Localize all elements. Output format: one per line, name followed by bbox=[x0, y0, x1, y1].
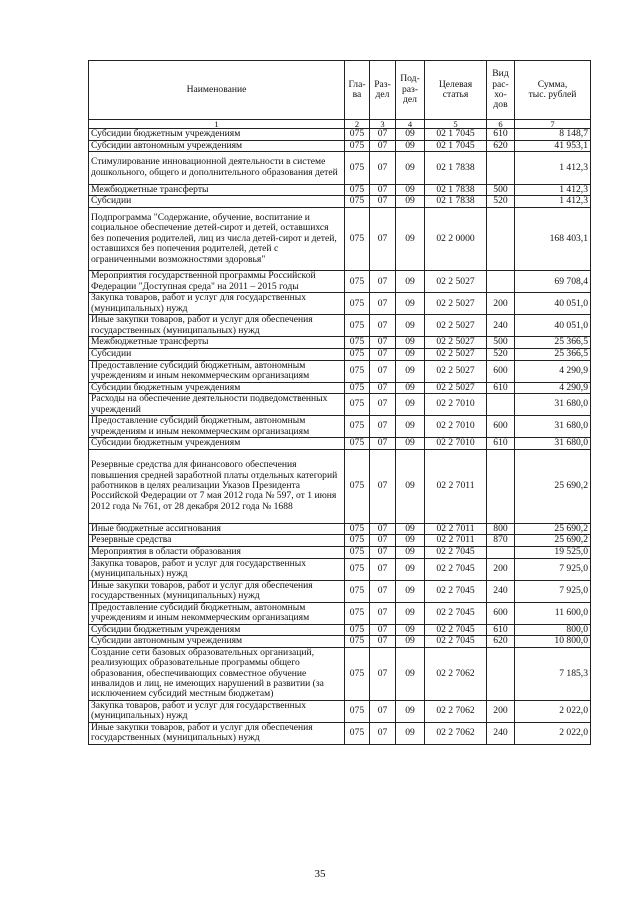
cell-podrazdel: 09 bbox=[396, 558, 425, 580]
cell-vid: 610 bbox=[487, 129, 515, 141]
cell-target: 02 2 5027 bbox=[425, 271, 487, 293]
cell-target: 02 2 5027 bbox=[425, 360, 487, 382]
cell-target: 02 2 7045 bbox=[425, 636, 487, 648]
cell-name: Закупка товаров, работ и услуг для государственных (муниципальных) нужд bbox=[89, 293, 345, 315]
cell-podrazdel: 09 bbox=[396, 315, 425, 337]
table-row bbox=[89, 647, 591, 700]
cell-razdel: 07 bbox=[370, 293, 396, 315]
cell-razdel: 07 bbox=[370, 535, 396, 547]
cell-sum: 25 690,2 bbox=[515, 523, 591, 535]
cell-razdel: 07 bbox=[370, 700, 396, 722]
table-row bbox=[89, 196, 591, 208]
cell-sum: 11 600,0 bbox=[515, 602, 591, 624]
cell-vid: 240 bbox=[487, 722, 515, 744]
cell-razdel: 07 bbox=[370, 360, 396, 382]
cell-glava: 075 bbox=[345, 636, 370, 648]
cell-razdel: 07 bbox=[370, 271, 396, 293]
cell-glava: 075 bbox=[345, 449, 370, 523]
cell-vid: 610 bbox=[487, 438, 515, 450]
cell-podrazdel: 09 bbox=[396, 129, 425, 141]
cell-vid: 870 bbox=[487, 535, 515, 547]
cell-glava: 075 bbox=[345, 207, 370, 271]
cell-target: 02 2 5027 bbox=[425, 382, 487, 394]
cell-name: Иные закупки товаров, работ и услуг для обеспечения государственных (муниципальных) нужд bbox=[89, 580, 345, 602]
cell-vid: 200 bbox=[487, 700, 515, 722]
cell-glava: 075 bbox=[345, 196, 370, 208]
cell-sum: 25 366,5 bbox=[515, 337, 591, 349]
cell-sum: 31 680,0 bbox=[515, 416, 591, 438]
cell-sum: 4 290,9 bbox=[515, 360, 591, 382]
cell-sum: 69 708,4 bbox=[515, 271, 591, 293]
cell-name: Субсидии автономным учреждениям bbox=[89, 140, 345, 152]
cell-razdel: 07 bbox=[370, 438, 396, 450]
cell-glava: 075 bbox=[345, 523, 370, 535]
cell-target: 02 1 7838 bbox=[425, 184, 487, 196]
cell-vid: 200 bbox=[487, 293, 515, 315]
cell-name: Предоставление субсидий бюджетным, автономным учреждениям и иным некоммерческим организациям bbox=[89, 602, 345, 624]
cell-glava: 075 bbox=[345, 558, 370, 580]
cell-name: Субсидии bbox=[89, 348, 345, 360]
cell-target: 02 2 7011 bbox=[425, 535, 487, 547]
cell-name: Иные бюджетные ассигнования bbox=[89, 523, 345, 535]
cell-glava: 075 bbox=[345, 293, 370, 315]
cell-razdel: 07 bbox=[370, 184, 396, 196]
cell-podrazdel: 09 bbox=[396, 523, 425, 535]
cell-name: Субсидии бюджетным учреждениям bbox=[89, 382, 345, 394]
cell-name: Закупка товаров, работ и услуг для государственных (муниципальных) нужд bbox=[89, 700, 345, 722]
cell-target: 02 2 5027 bbox=[425, 293, 487, 315]
cell-sum: 2 022,0 bbox=[515, 722, 591, 744]
cell-razdel: 07 bbox=[370, 129, 396, 141]
cell-name: Иные закупки товаров, работ и услуг для обеспечения государственных (муниципальных) нужд bbox=[89, 315, 345, 337]
cell-glava: 075 bbox=[345, 348, 370, 360]
cell-name: Межбюджетные трансферты bbox=[89, 337, 345, 349]
cell-target: 02 2 7045 bbox=[425, 580, 487, 602]
cell-target: 02 2 7045 bbox=[425, 558, 487, 580]
cell-sum: 40 051,0 bbox=[515, 315, 591, 337]
table-body bbox=[89, 129, 591, 745]
cell-sum: 25 690,2 bbox=[515, 449, 591, 523]
cell-target: 02 2 7062 bbox=[425, 700, 487, 722]
cell-razdel: 07 bbox=[370, 546, 396, 558]
table-row bbox=[89, 700, 591, 722]
cell-vid: 610 bbox=[487, 624, 515, 636]
cell-sum: 10 800,0 bbox=[515, 636, 591, 648]
cell-target: 02 2 7045 bbox=[425, 602, 487, 624]
cell-target: 02 2 7010 bbox=[425, 394, 487, 416]
cell-podrazdel: 09 bbox=[396, 535, 425, 547]
cell-razdel: 07 bbox=[370, 196, 396, 208]
table-row bbox=[89, 438, 591, 450]
table-row bbox=[89, 129, 591, 141]
table-row bbox=[89, 337, 591, 349]
cell-target: 02 1 7045 bbox=[425, 140, 487, 152]
cell-vid: 500 bbox=[487, 184, 515, 196]
table-row bbox=[89, 152, 591, 184]
cell-podrazdel: 09 bbox=[396, 293, 425, 315]
table-row bbox=[89, 558, 591, 580]
table-row bbox=[89, 207, 591, 271]
cell-target: 02 2 7045 bbox=[425, 546, 487, 558]
cell-target: 02 1 7838 bbox=[425, 196, 487, 208]
cell-vid: 200 bbox=[487, 558, 515, 580]
cell-podrazdel: 09 bbox=[396, 196, 425, 208]
cell-razdel: 07 bbox=[370, 449, 396, 523]
cell-podrazdel: 09 bbox=[396, 416, 425, 438]
cell-target: 02 1 7838 bbox=[425, 152, 487, 184]
cell-razdel: 07 bbox=[370, 152, 396, 184]
cell-name: Субсидии бюджетным учреждениям bbox=[89, 438, 345, 450]
cell-name: Субсидии бюджетным учреждениям bbox=[89, 624, 345, 636]
cell-glava: 075 bbox=[345, 152, 370, 184]
cell-target: 02 2 0000 bbox=[425, 207, 487, 271]
cell-vid: 620 bbox=[487, 636, 515, 648]
cell-target: 02 2 7062 bbox=[425, 647, 487, 700]
cell-podrazdel: 09 bbox=[396, 360, 425, 382]
cell-name: Субсидии бюджетным учреждениям bbox=[89, 129, 345, 141]
cell-sum: 25 366,5 bbox=[515, 348, 591, 360]
cell-glava: 075 bbox=[345, 602, 370, 624]
cell-name: Иные закупки товаров, работ и услуг для обеспечения государственных (муниципальных) нужд bbox=[89, 722, 345, 744]
cell-glava: 075 bbox=[345, 416, 370, 438]
cell-razdel: 07 bbox=[370, 558, 396, 580]
cell-sum: 7 925,0 bbox=[515, 580, 591, 602]
header-glava: Гла- ва bbox=[345, 61, 370, 120]
cell-razdel: 07 bbox=[370, 722, 396, 744]
header-name: Наименование bbox=[89, 61, 345, 120]
table-row bbox=[89, 348, 591, 360]
cell-target: 02 2 7010 bbox=[425, 416, 487, 438]
cell-razdel: 07 bbox=[370, 140, 396, 152]
cell-podrazdel: 09 bbox=[396, 647, 425, 700]
cell-sum: 1 412,3 bbox=[515, 152, 591, 184]
table-row bbox=[89, 624, 591, 636]
budget-table bbox=[88, 60, 591, 745]
cell-vid: 500 bbox=[487, 337, 515, 349]
table-row bbox=[89, 315, 591, 337]
cell-vid bbox=[487, 152, 515, 184]
table-row bbox=[89, 580, 591, 602]
column-number: 1 bbox=[89, 120, 345, 129]
cell-sum: 31 680,0 bbox=[515, 438, 591, 450]
cell-target: 02 2 7010 bbox=[425, 438, 487, 450]
cell-razdel: 07 bbox=[370, 580, 396, 602]
cell-sum: 7 925,0 bbox=[515, 558, 591, 580]
table-row bbox=[89, 535, 591, 547]
table-row bbox=[89, 293, 591, 315]
cell-name: Субсидии автономным учреждениям bbox=[89, 636, 345, 648]
cell-podrazdel: 09 bbox=[396, 722, 425, 744]
cell-name: Предоставление субсидий бюджетным, автономным учреждениям и иным некоммерческим организациям bbox=[89, 416, 345, 438]
cell-vid bbox=[487, 207, 515, 271]
cell-podrazdel: 09 bbox=[396, 602, 425, 624]
cell-razdel: 07 bbox=[370, 382, 396, 394]
table-row bbox=[89, 416, 591, 438]
cell-podrazdel: 09 bbox=[396, 382, 425, 394]
cell-name: Закупка товаров, работ и услуг для государственных (муниципальных) нужд bbox=[89, 558, 345, 580]
page-number: 35 bbox=[314, 868, 326, 880]
cell-glava: 075 bbox=[345, 580, 370, 602]
cell-name: Межбюджетные трансферты bbox=[89, 184, 345, 196]
cell-glava: 075 bbox=[345, 624, 370, 636]
cell-podrazdel: 09 bbox=[396, 337, 425, 349]
cell-name: Подпрограмма "Содержание, обучение, воспитание и социальное обеспечение детей-сирот и детей, оставшихся без попечения родителей, лиц из числа детей-сирот и детей, оставшихся без попечения родителей, детей с ограниченными возможностями здоровья" bbox=[89, 207, 345, 271]
cell-sum: 4 290,9 bbox=[515, 382, 591, 394]
cell-vid bbox=[487, 394, 515, 416]
cell-razdel: 07 bbox=[370, 207, 396, 271]
cell-glava: 075 bbox=[345, 140, 370, 152]
cell-vid: 610 bbox=[487, 382, 515, 394]
table-row bbox=[89, 394, 591, 416]
cell-target: 02 2 7011 bbox=[425, 449, 487, 523]
cell-glava: 075 bbox=[345, 271, 370, 293]
cell-razdel: 07 bbox=[370, 636, 396, 648]
cell-vid: 520 bbox=[487, 348, 515, 360]
column-number: 2 bbox=[345, 120, 370, 129]
cell-vid: 600 bbox=[487, 602, 515, 624]
cell-razdel: 07 bbox=[370, 348, 396, 360]
cell-name: Предоставление субсидий бюджетным, автономным учреждениям и иным некоммерческим организациям bbox=[89, 360, 345, 382]
table-row bbox=[89, 523, 591, 535]
cell-vid bbox=[487, 449, 515, 523]
cell-sum: 41 953,1 bbox=[515, 140, 591, 152]
column-number: 6 bbox=[487, 120, 515, 129]
cell-name: Расходы на обеспечение деятельности подведомственных учреждений bbox=[89, 394, 345, 416]
cell-sum: 1 412,3 bbox=[515, 196, 591, 208]
cell-target: 02 2 5027 bbox=[425, 337, 487, 349]
table-row bbox=[89, 546, 591, 558]
table-row bbox=[89, 382, 591, 394]
table-row bbox=[89, 636, 591, 648]
table-header-row bbox=[89, 61, 591, 120]
column-number: 3 bbox=[370, 120, 396, 129]
header-podrazdel: Под- раз- дел bbox=[396, 61, 425, 120]
cell-glava: 075 bbox=[345, 337, 370, 349]
cell-target: 02 2 5027 bbox=[425, 348, 487, 360]
cell-sum: 25 690,2 bbox=[515, 535, 591, 547]
cell-razdel: 07 bbox=[370, 394, 396, 416]
cell-name: Стимулирование инновационной деятельности в системе дошкольного, общего и дополнительного образования детей bbox=[89, 152, 345, 184]
header-sum: Сумма, тыс. рублей bbox=[515, 61, 591, 120]
header-target: Целевая статья bbox=[425, 61, 487, 120]
header-razdel: Раз- дел bbox=[370, 61, 396, 120]
cell-sum: 31 680,0 bbox=[515, 394, 591, 416]
cell-vid: 600 bbox=[487, 360, 515, 382]
column-number: 5 bbox=[425, 120, 487, 129]
cell-sum: 19 525,0 bbox=[515, 546, 591, 558]
cell-razdel: 07 bbox=[370, 416, 396, 438]
cell-name: Субсидии bbox=[89, 196, 345, 208]
cell-glava: 075 bbox=[345, 700, 370, 722]
cell-sum: 1 412,3 bbox=[515, 184, 591, 196]
cell-podrazdel: 09 bbox=[396, 140, 425, 152]
cell-sum: 168 403,1 bbox=[515, 207, 591, 271]
cell-glava: 075 bbox=[345, 722, 370, 744]
cell-vid bbox=[487, 546, 515, 558]
table-row bbox=[89, 449, 591, 523]
cell-razdel: 07 bbox=[370, 647, 396, 700]
cell-target: 02 2 7045 bbox=[425, 624, 487, 636]
cell-podrazdel: 09 bbox=[396, 152, 425, 184]
cell-podrazdel: 09 bbox=[396, 546, 425, 558]
cell-podrazdel: 09 bbox=[396, 207, 425, 271]
cell-glava: 075 bbox=[345, 360, 370, 382]
cell-name: Создание сети базовых образовательных организаций, реализующих образовательные программы общего образования, обеспечивающих совместное обучение инвалидов и лиц, не имеющих нарушений в развитии (за исключением субсидий местным бюджетам) bbox=[89, 647, 345, 700]
header-vid: Вид рас- хо- дов bbox=[487, 61, 515, 120]
cell-vid: 800 bbox=[487, 523, 515, 535]
cell-podrazdel: 09 bbox=[396, 184, 425, 196]
cell-name: Резервные средства bbox=[89, 535, 345, 547]
cell-name: Мероприятия в области образования bbox=[89, 546, 345, 558]
table-row bbox=[89, 140, 591, 152]
table-row bbox=[89, 602, 591, 624]
cell-vid: 240 bbox=[487, 315, 515, 337]
cell-podrazdel: 09 bbox=[396, 438, 425, 450]
cell-podrazdel: 09 bbox=[396, 348, 425, 360]
cell-sum: 7 185,3 bbox=[515, 647, 591, 700]
cell-vid bbox=[487, 647, 515, 700]
cell-razdel: 07 bbox=[370, 337, 396, 349]
cell-podrazdel: 09 bbox=[396, 394, 425, 416]
cell-glava: 075 bbox=[345, 438, 370, 450]
cell-glava: 075 bbox=[345, 394, 370, 416]
cell-razdel: 07 bbox=[370, 602, 396, 624]
table-row bbox=[89, 360, 591, 382]
cell-podrazdel: 09 bbox=[396, 580, 425, 602]
cell-podrazdel: 09 bbox=[396, 624, 425, 636]
table-row bbox=[89, 184, 591, 196]
cell-vid: 600 bbox=[487, 416, 515, 438]
cell-glava: 075 bbox=[345, 535, 370, 547]
table-row bbox=[89, 271, 591, 293]
cell-glava: 075 bbox=[345, 546, 370, 558]
column-number: 4 bbox=[396, 120, 425, 129]
cell-podrazdel: 09 bbox=[396, 449, 425, 523]
cell-name: Мероприятия государственной программы Российской Федерации "Доступная среда" на 2011 – 2015 годы bbox=[89, 271, 345, 293]
cell-name: Резервные средства для финансового обеспечения повышения средней заработной платы отдельных категорий работников в целях реализации Указов Президента Российской Федерации от 7 мая 2012 года № 597, от 1 июня 2012 года № 761, от 28 декабря 2012 года № 1688 bbox=[89, 449, 345, 523]
cell-target: 02 2 7011 bbox=[425, 523, 487, 535]
table-row bbox=[89, 722, 591, 744]
cell-sum: 2 022,0 bbox=[515, 700, 591, 722]
cell-sum: 8 148,7 bbox=[515, 129, 591, 141]
cell-podrazdel: 09 bbox=[396, 271, 425, 293]
cell-vid: 620 bbox=[487, 140, 515, 152]
cell-vid: 240 bbox=[487, 580, 515, 602]
cell-sum: 800,0 bbox=[515, 624, 591, 636]
column-number: 7 bbox=[515, 120, 591, 129]
cell-sum: 40 051,0 bbox=[515, 293, 591, 315]
cell-target: 02 1 7045 bbox=[425, 129, 487, 141]
cell-glava: 075 bbox=[345, 647, 370, 700]
cell-razdel: 07 bbox=[370, 315, 396, 337]
cell-razdel: 07 bbox=[370, 624, 396, 636]
cell-glava: 075 bbox=[345, 382, 370, 394]
cell-podrazdel: 09 bbox=[396, 700, 425, 722]
cell-glava: 075 bbox=[345, 184, 370, 196]
cell-glava: 075 bbox=[345, 315, 370, 337]
cell-glava: 075 bbox=[345, 129, 370, 141]
cell-razdel: 07 bbox=[370, 523, 396, 535]
cell-podrazdel: 09 bbox=[396, 636, 425, 648]
cell-vid bbox=[487, 271, 515, 293]
cell-target: 02 2 7062 bbox=[425, 722, 487, 744]
cell-vid: 520 bbox=[487, 196, 515, 208]
cell-target: 02 2 5027 bbox=[425, 315, 487, 337]
